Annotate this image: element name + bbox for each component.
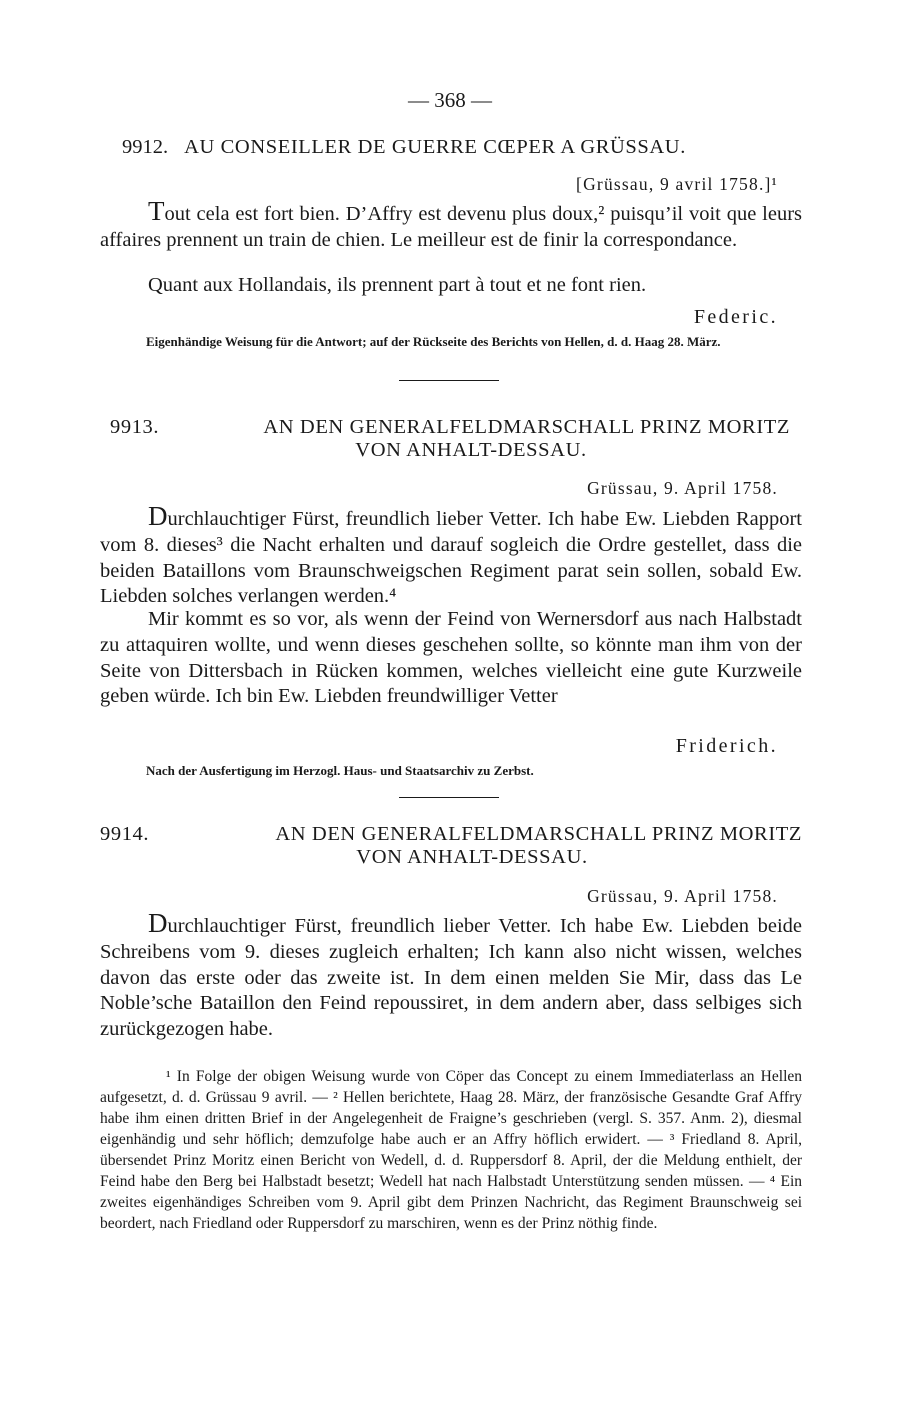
- letter-heading-9912: [122, 136, 686, 159]
- section-divider: [399, 797, 499, 798]
- footnotes: ¹ In Folge der obigen Weisung wurde von Cöper das Concept zu einem Immediaterlass an Hellen aufgesetzt, d. d. Grüssau 9 avril. — ² Hellen berichtete, Haag 28. März, der französische Gesandte Graf Affry habe ihm einen dritten Brief in der Angelegenheit de Fraigne’s geschrieben (vergl. S. 357. Anm. 2), diesmal eigenhändig und sehr höflich; demzufolge habe auch er an Affry höflich erwidert. — ³ Friedland 8. April, übersendet Prinz Moritz einen Bericht von Wedell, d. d. Ruppersdorf 8. April, der die Meldung enthielt, der Feind habe den Berg bei Halbstadt besetzt; Wedell hat nach Halbstadt Unterstützung senden müssen. — ⁴ Ein zweites eigenhändiges Schreiben vom 9. April gibt dem Prinzen Nachricht, das Regiment Braunschweig sei beordert, nach Friedland oder Ruppersdorf zu marschiren, wenn es der Prinz nöthig finde.: [100, 1068, 802, 1232]
- page-number: — 368 —: [408, 88, 492, 112]
- letter-title: AN DEN GENERALFELDMARSCHALL PRINZ MORITZ: [263, 416, 790, 438]
- letter-title: AU CONSEILLER DE GUERRE CŒPER A GRÜSSAU.: [184, 136, 686, 158]
- letter-dateline: Grüssau, 9. April 1758.: [587, 478, 778, 498]
- letter-paragraph: [100, 196, 802, 254]
- source-note: Eigenhändige Weisung für die Antwort; auf der Rückseite des Berichts von Hellen, d. d. Haag 28. März.: [146, 334, 721, 349]
- letter-number: 9912.: [122, 136, 169, 158]
- section-divider: [399, 380, 499, 381]
- letter-paragraph: [100, 908, 802, 1043]
- letter-number: 9913.: [110, 416, 160, 438]
- letter-title-line2: VON ANHALT-DESSAU.: [356, 846, 588, 868]
- letter-paragraph: [100, 501, 802, 610]
- letter-title: AN DEN GENERALFELDMARSCHALL PRINZ MORITZ: [275, 823, 802, 845]
- letter-number: 9914.: [100, 823, 150, 845]
- letter-title-line2: VON ANHALT-DESSAU.: [355, 439, 587, 461]
- letter-dateline: [Grüssau, 9 avril 1758.]¹: [576, 174, 778, 194]
- letter-signature: Federic.: [693, 306, 778, 328]
- letter-heading-9914: [100, 823, 802, 869]
- letter-paragraph: Quant aux Hollandais, ils prennent part à tout et ne font rien.: [148, 274, 647, 296]
- letter-paragraph: Mir kommt es so vor, als wenn der Feind von Wernersdorf aus nach Halbstadt zu attaquiren wollte, und wenn dieses geschehen sollte, so könnte man ihm von der Seite von Dittersbach in Rücken kommen, welches vielleicht eine gute Kurzweile geben würde. Ich bin Ew. Liebden freundwilliger Vetter: [100, 608, 802, 708]
- paragraph-text: urchlauchtiger Fürst, freundlich lieber Vetter. Ich habe Ew. Liebden beide Schreibens vom 9. dieses zugleich erhalten; Ich kann also nicht wissen, welches davon das erste oder das zweite ist. In dem einen melden Sie Mir, dass das Le Noble’sche Bataillon den Feind repoussiret, in dem andern aber, dass selbiges sich zurückgezogen habe.: [100, 915, 802, 1041]
- paragraph-text: urchlauchtiger Fürst, freundlich lieber Vetter. Ich habe Ew. Liebden Rapport vom 8. dieses³ die Nacht erhalten und darauf sogleich die Ordre gestellet, dass die beiden Bataillons vom Braunschweigschen Regiment parat sein sollen, sobald Ew. Liebden solches verlangen werden.⁴: [100, 508, 802, 608]
- drop-cap: D: [148, 501, 168, 531]
- paragraph-text: out cela est fort bien. D’Affry est devenu plus doux,² puisqu’il voit que leurs affaires prennent un train de chien. Le meilleur est de finir la correspondance.: [100, 203, 802, 251]
- letter-heading-9913: [110, 416, 790, 462]
- drop-cap: D: [148, 908, 168, 938]
- drop-cap: T: [148, 196, 165, 226]
- source-note: Nach der Ausfertigung im Herzogl. Haus- und Staatsarchiv zu Zerbst.: [146, 763, 534, 778]
- letter-dateline: Grüssau, 9. April 1758.: [587, 886, 778, 906]
- letter-signature: Friderich.: [675, 735, 778, 757]
